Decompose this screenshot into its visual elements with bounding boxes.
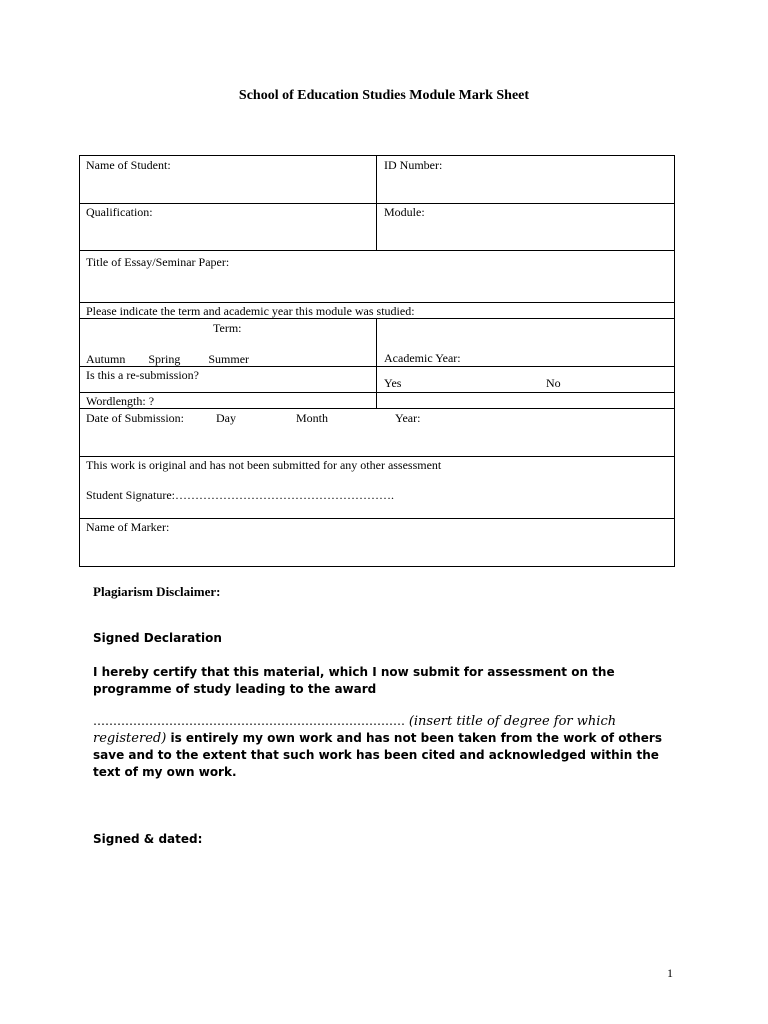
resubmission-yes <box>384 376 412 391</box>
certify-statement: I hereby certify that this material, which I now submit for assessment on the programme of study leading to the award <box>93 665 615 696</box>
plagiarism-disclaimer-heading: Plagiarism Disclaimer: <box>93 584 221 599</box>
module-label: Module: <box>384 205 425 219</box>
id-number-label: ID Number: <box>384 158 443 172</box>
row-divider <box>80 302 674 303</box>
year-label: Year: <box>395 411 421 425</box>
wordlength-label: Wordlength: ? <box>86 394 155 408</box>
page-title: School of Education Studies Module Mark Sheet <box>238 88 530 103</box>
insert-title-note: (insert title of degree for which registered) <box>93 714 617 746</box>
declaration-body <box>93 713 683 781</box>
term-prompt: Please indicate the term and academic year this module was studied: <box>86 304 415 318</box>
row-divider <box>80 318 674 319</box>
column-divider <box>376 156 377 250</box>
essay-title-label: Title of Essay/Seminar Paper: <box>86 255 230 269</box>
yes-label: Yes <box>384 376 402 390</box>
term-options <box>86 352 249 367</box>
spring-label: Spring <box>148 352 181 366</box>
declaration-rest: is entirely my own work and has not been taken from the work of others save and to the extent that such work has been cited and acknowledged within the text of my own work. <box>93 731 662 779</box>
name-of-student-label: Name of Student: <box>86 158 171 172</box>
summer-label: Summer <box>208 352 250 366</box>
mark-sheet-form <box>79 155 675 567</box>
month-label: Month <box>296 411 329 425</box>
day-label: Day <box>216 411 236 425</box>
autumn-label: Autumn <box>86 352 126 366</box>
term-label: Term: <box>213 321 242 335</box>
row-divider <box>80 203 674 204</box>
row-divider <box>80 408 674 409</box>
student-signature-line: Student Signature:………………………………………………. <box>86 488 394 502</box>
degree-title-blank: …………………………………………………………………… <box>93 714 405 728</box>
originality-statement: This work is original and has not been submitted for any other assessment <box>86 458 442 472</box>
name-of-marker-label: Name of Marker: <box>86 520 170 534</box>
signed-declaration-heading: Signed Declaration <box>93 631 222 645</box>
academic-year-label: Academic Year: <box>384 351 461 365</box>
resubmission-label: Is this a re-submission? <box>86 368 199 382</box>
qualification-label: Qualification: <box>86 205 153 219</box>
no-label: No <box>546 376 561 390</box>
page-number: 1 <box>667 966 673 980</box>
signed-dated-label: Signed & dated: <box>93 832 203 846</box>
date-of-submission-label: Date of Submission: <box>86 411 184 425</box>
row-divider <box>80 392 674 393</box>
row-divider <box>80 518 674 519</box>
column-divider <box>376 318 377 408</box>
row-divider <box>80 456 674 457</box>
row-divider <box>80 250 674 251</box>
